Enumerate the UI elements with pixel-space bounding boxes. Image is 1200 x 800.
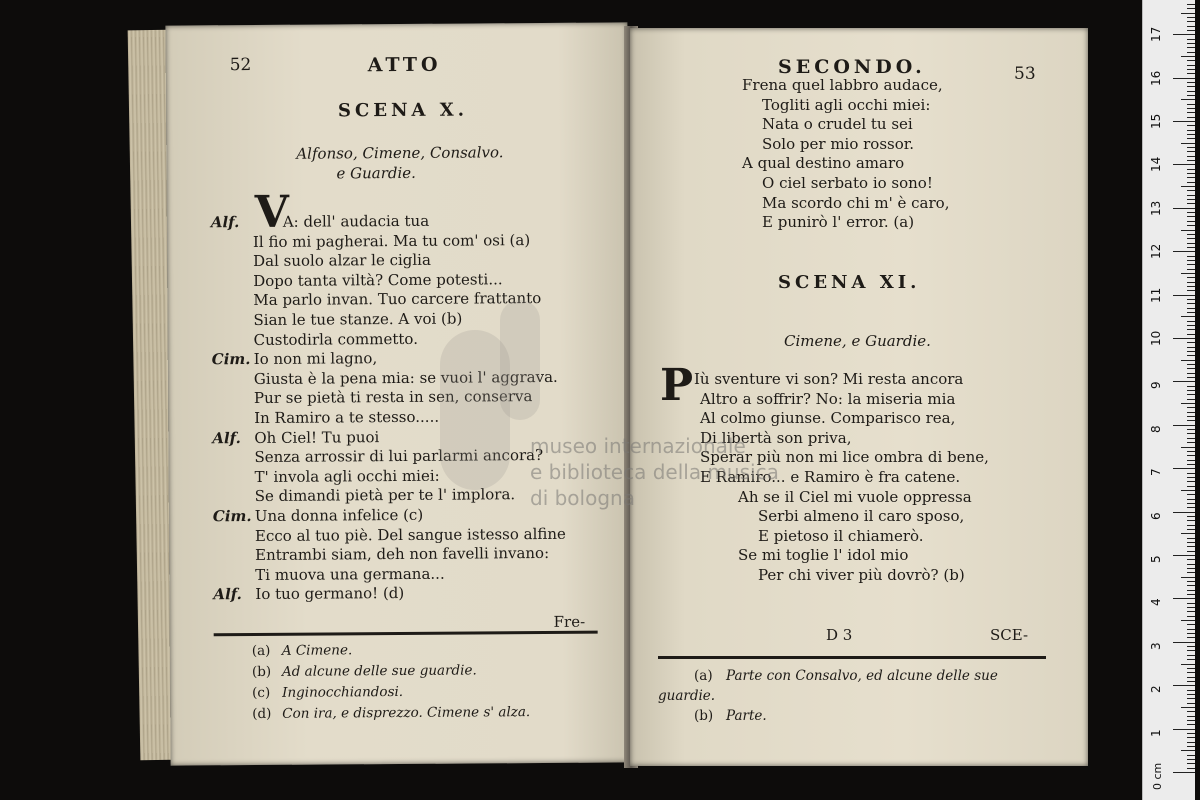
- verse-line: Dopo tanta viltà? Come potesti...: [253, 270, 503, 290]
- ruler-tick: [1187, 672, 1195, 673]
- speaker-label: Cim.: [212, 507, 252, 526]
- verse-line: Ah se il Ciel mi vuole oppressa: [738, 487, 972, 506]
- ruler-tick: [1187, 312, 1195, 313]
- dropcap-v: V: [254, 186, 290, 239]
- ruler-tick: [1187, 763, 1195, 764]
- verse-line: Iù sventure vi son? Mi resta ancora: [694, 370, 964, 388]
- aria-line: E punirò l' error. (a): [762, 213, 915, 232]
- ruler-tick: [1173, 121, 1195, 122]
- ruler-tick: [1187, 581, 1195, 582]
- verse-line: Altro a soffrir? No: la miseria mia: [700, 389, 956, 408]
- ruler-tick: [1187, 594, 1195, 595]
- ruler-tick: [1187, 716, 1195, 717]
- verse-line: Per chi viver più dovrò? (b): [758, 566, 965, 584]
- ruler-tick: [1187, 286, 1195, 287]
- footnote-text: guardie.: [658, 688, 716, 704]
- ruler-tick: [1187, 733, 1195, 734]
- measurement-ruler: [1142, 0, 1195, 800]
- verse-line: Pur se pietà ti resta in sen, conserva: [253, 387, 533, 408]
- aria-line: A qual destino amaro: [742, 154, 905, 173]
- ruler-tick: [1187, 17, 1195, 18]
- speaker-label: Alf.: [213, 585, 242, 604]
- ruler-tick: [1187, 585, 1195, 586]
- ruler-tick: [1187, 108, 1195, 109]
- ruler-tick: [1187, 125, 1195, 126]
- ruler-tick: [1173, 251, 1195, 252]
- verse-line: Se mi toglie l' idol mio: [738, 546, 909, 565]
- ruler-tick: [1173, 338, 1195, 339]
- ruler-tick: [1187, 4, 1195, 5]
- ruler-tick: [1187, 451, 1195, 452]
- ruler-tick: [1187, 473, 1195, 474]
- ruler-tick: [1187, 460, 1195, 461]
- ruler-tick: [1173, 642, 1195, 643]
- ruler-tick: [1187, 52, 1195, 53]
- ruler-tick: [1181, 186, 1195, 187]
- ruler-tick: [1173, 772, 1195, 773]
- ruler-tick: [1187, 325, 1195, 326]
- ruler-tick: [1187, 151, 1195, 152]
- ruler-tick: [1187, 173, 1195, 174]
- ruler-tick: [1187, 681, 1195, 682]
- ruler-tick: [1187, 637, 1195, 638]
- ruler-tick: [1187, 742, 1195, 743]
- ruler-tick: [1187, 633, 1195, 634]
- verse-line: Una donna infelice (c): [254, 505, 424, 526]
- ruler-tick: [1187, 190, 1195, 191]
- characters-xi: Cimene, e Guardie.: [784, 332, 931, 350]
- ruler-tick: [1187, 60, 1195, 61]
- characters-line-1: Alfonso, Cimene, Consalvo.: [296, 143, 504, 163]
- ruler-tick: [1187, 703, 1195, 704]
- ruler-tick: [1187, 486, 1195, 487]
- aria-line: Nata o crudel tu sei: [762, 115, 913, 134]
- ruler-tick: [1187, 277, 1195, 278]
- verse-line: Io non mi lagno,: [253, 349, 378, 369]
- ruler-tick: [1187, 416, 1195, 417]
- ruler-tick: [1187, 499, 1195, 500]
- verse-line: Di libertà son priva,: [700, 428, 852, 447]
- ruler-tick: [1181, 447, 1195, 448]
- ruler-tick: [1173, 425, 1195, 426]
- ruler-tick: [1187, 147, 1195, 148]
- ruler-tick: [1187, 724, 1195, 725]
- footnote-text: Parte con Consalvo, ed alcune delle sue: [726, 668, 998, 684]
- scene-title-xi: SCENA XI.: [778, 272, 921, 293]
- speaker-label: Alf.: [210, 213, 240, 232]
- ruler-tick: [1187, 351, 1195, 352]
- ruler-tick: [1187, 195, 1195, 196]
- ruler-tick: [1187, 629, 1195, 630]
- verse-line: A: dell' audacia tua: [282, 211, 430, 231]
- ruler-tick: [1187, 616, 1195, 617]
- ruler-tick: [1187, 342, 1195, 343]
- ruler-tick: [1181, 230, 1195, 231]
- ruler-tick: [1187, 737, 1195, 738]
- ruler-tick: [1187, 82, 1195, 83]
- ruler-tick: [1187, 677, 1195, 678]
- ruler-tick: [1187, 373, 1195, 374]
- ruler-tick: [1173, 78, 1195, 79]
- right-page: [630, 28, 1088, 766]
- ruler-tick: [1187, 624, 1195, 625]
- ruler-tick: [1187, 386, 1195, 387]
- verse-line: Il fio mi pagherai. Ma tu com' osi (a): [252, 230, 531, 251]
- ruler-tick: [1173, 295, 1195, 296]
- ruler-tick: [1187, 559, 1195, 560]
- ruler-number: 2: [1149, 685, 1163, 694]
- ruler-number: 12: [1149, 243, 1163, 260]
- scene-title-x: SCENA X.: [337, 99, 469, 122]
- ruler-tick: [1187, 160, 1195, 161]
- verse-line: E pietoso il chiamerò.: [758, 526, 924, 545]
- verse-line: Ti muova una germana...: [255, 564, 445, 584]
- ruler-tick: [1187, 39, 1195, 40]
- watermark-line-2: e biblioteca della musica: [530, 460, 779, 484]
- ruler-tick: [1187, 412, 1195, 413]
- ruler-tick: [1187, 91, 1195, 92]
- ruler-tick: [1173, 208, 1195, 209]
- ruler-tick: [1187, 269, 1195, 270]
- footnote-mark: (b): [694, 708, 714, 724]
- ruler-number: 7: [1149, 468, 1163, 477]
- ruler-tick: [1173, 729, 1195, 730]
- ruler-tick: [1187, 199, 1195, 200]
- ruler-tick: [1187, 43, 1195, 44]
- ruler-tick: [1187, 455, 1195, 456]
- running-head-right: SECONDO.: [778, 56, 926, 78]
- ruler-tick: [1187, 156, 1195, 157]
- ruler-tick: [1187, 264, 1195, 265]
- ruler-number: 3: [1149, 642, 1163, 650]
- catchword-left: Fre-: [553, 612, 586, 631]
- verse-line: Giusta è la pena mia: se vuoi l' aggrava.: [253, 367, 558, 388]
- ruler-tick: [1187, 464, 1195, 465]
- ruler-tick: [1187, 238, 1195, 239]
- footnote-mark: (c): [252, 684, 271, 702]
- ruler-tick: [1187, 134, 1195, 135]
- ruler-number: 17: [1149, 26, 1163, 43]
- catchword-right: SCE-: [990, 626, 1029, 644]
- ruler-tick: [1187, 21, 1195, 22]
- ruler-number: 13: [1149, 200, 1163, 216]
- verse-line: Serbi almeno il caro sposo,: [758, 507, 965, 526]
- page-number-left: 52: [229, 55, 252, 76]
- ruler-tick: [1187, 377, 1195, 378]
- ruler-tick: [1187, 234, 1195, 235]
- ruler-tick: [1187, 308, 1195, 309]
- ruler-number: 9: [1149, 381, 1163, 390]
- verse-line: Se dimandi pietà per te l' implora.: [254, 485, 516, 506]
- verse-line: Entrambi siam, deh non favelli invano:: [255, 544, 550, 565]
- ruler-tick: [1187, 529, 1195, 530]
- ruler-tick: [1187, 390, 1195, 391]
- ruler-tick: [1181, 620, 1195, 621]
- footnote-text: Inginocchiandosi.: [282, 683, 404, 701]
- ruler-tick: [1187, 368, 1195, 369]
- ruler-tick: [1187, 69, 1195, 70]
- ruler-tick: [1187, 525, 1195, 526]
- footnote-text: A Cimene.: [281, 642, 353, 659]
- footnote-rule-right: [658, 656, 1046, 659]
- ruler-tick: [1173, 164, 1195, 165]
- ruler-tick: [1187, 138, 1195, 139]
- ruler-tick: [1187, 221, 1195, 222]
- verse-line: Io tuo germano! (d): [255, 584, 405, 604]
- ruler-tick: [1187, 282, 1195, 283]
- running-head-left: ATTO: [367, 53, 442, 77]
- ruler-tick: [1187, 30, 1195, 31]
- ruler-tick: [1187, 112, 1195, 113]
- ruler-tick: [1187, 694, 1195, 695]
- aria-line: Ma scordo chi m' è caro,: [762, 193, 950, 212]
- ruler-tick: [1173, 555, 1195, 556]
- ruler-tick: [1187, 646, 1195, 647]
- ruler-tick: [1187, 260, 1195, 261]
- footnote-rule-left: [214, 631, 598, 637]
- ruler-number: 14: [1149, 157, 1163, 173]
- aria-line: Solo per mio rossor.: [762, 134, 915, 153]
- verse-line: Ma parlo invan. Tuo carcere frattanto: [253, 289, 542, 310]
- ruler-tick: [1187, 95, 1195, 96]
- ruler-tick: [1187, 169, 1195, 170]
- ruler-tick: [1173, 685, 1195, 686]
- ruler-tick: [1187, 668, 1195, 669]
- footnote-mark: (a): [251, 642, 271, 660]
- ruler-tick: [1181, 360, 1195, 361]
- ruler-tick: [1187, 551, 1195, 552]
- ruler-tick: [1187, 299, 1195, 300]
- ruler-number: 1: [1149, 728, 1163, 737]
- ruler-tick: [1187, 568, 1195, 569]
- ruler-tick: [1181, 403, 1195, 404]
- ruler-tick: [1187, 130, 1195, 131]
- ruler-tick: [1187, 347, 1195, 348]
- dropcap-p: P: [660, 360, 694, 411]
- ruler-number: 16: [1149, 70, 1163, 86]
- ruler-tick: [1187, 590, 1195, 591]
- ruler-tick: [1181, 664, 1195, 665]
- ruler-tick: [1187, 247, 1195, 248]
- footnote-text: Parte.: [726, 708, 767, 724]
- ruler-tick: [1181, 707, 1195, 708]
- ruler-number: 10: [1149, 330, 1163, 346]
- footnote-mark: (a): [694, 668, 713, 684]
- ruler-tick: [1173, 468, 1195, 469]
- ruler-tick: [1187, 364, 1195, 365]
- ruler-tick: [1187, 8, 1195, 9]
- ruler-tick: [1187, 117, 1195, 118]
- ruler-tick: [1187, 177, 1195, 178]
- footnote-mark: (d): [252, 705, 272, 723]
- ruler-tick: [1187, 481, 1195, 482]
- ruler-tick: [1187, 216, 1195, 217]
- ruler-tick: [1187, 611, 1195, 612]
- ruler-tick: [1187, 507, 1195, 508]
- ruler-number: 6: [1149, 511, 1163, 520]
- ruler-tick: [1187, 477, 1195, 478]
- ruler-tick: [1187, 503, 1195, 504]
- ruler-tick: [1187, 659, 1195, 660]
- ruler-tick: [1187, 538, 1195, 539]
- ruler-tick: [1187, 433, 1195, 434]
- footnote-text: Ad alcune delle sue guardie.: [281, 662, 477, 680]
- verse-line: T' invola agli occhi miei:: [254, 466, 440, 486]
- aria-line: O ciel serbato io sono!: [762, 174, 933, 192]
- ruler-tick: [1187, 73, 1195, 74]
- ruler-tick: [1187, 86, 1195, 87]
- ruler-number: 15: [1149, 113, 1163, 129]
- ruler-tick: [1181, 13, 1195, 14]
- ruler-tick: [1187, 759, 1195, 760]
- ruler-tick: [1187, 711, 1195, 712]
- ruler-number: 4: [1149, 598, 1163, 607]
- ruler-tick: [1181, 490, 1195, 491]
- ruler-tick: [1187, 182, 1195, 183]
- ruler-number: 8: [1149, 425, 1163, 433]
- verse-line: In Ramiro a te stesso.....: [254, 407, 440, 428]
- watermark-line-1: museo internazionale: [530, 434, 746, 458]
- characters-line-2: e Guardie.: [336, 163, 416, 183]
- ruler-tick: [1187, 65, 1195, 66]
- ruler-tick: [1181, 533, 1195, 534]
- ruler-tick: [1187, 442, 1195, 443]
- ruler-tick: [1187, 429, 1195, 430]
- page-number-right: 53: [1014, 64, 1036, 84]
- ruler-tick: [1187, 212, 1195, 213]
- ruler-tick: [1181, 99, 1195, 100]
- ruler-tick: [1187, 542, 1195, 543]
- ruler-tick: [1187, 520, 1195, 521]
- ruler-tick: [1187, 355, 1195, 356]
- ruler-tick: [1187, 203, 1195, 204]
- ruler-tick: [1187, 420, 1195, 421]
- ruler-tick: [1187, 303, 1195, 304]
- verse-line: Senza arrossir di lui parlarmi ancora?: [254, 446, 544, 467]
- ruler-tick: [1181, 56, 1195, 57]
- ruler-tick: [1173, 381, 1195, 382]
- ruler-tick: [1187, 104, 1195, 105]
- aria-line: Togliti agli occhi miei:: [762, 95, 931, 114]
- ruler-tick: [1187, 564, 1195, 565]
- verse-line: Al colmo giunse. Comparisco rea,: [700, 409, 956, 428]
- ruler-tick: [1181, 750, 1195, 751]
- ruler-tick: [1187, 243, 1195, 244]
- ruler-tick: [1187, 655, 1195, 656]
- ruler-tick: [1187, 607, 1195, 608]
- verse-line: Custodirla commetto.: [253, 329, 419, 349]
- left-page: [165, 22, 632, 765]
- ruler-tick: [1181, 577, 1195, 578]
- ruler-tick: [1187, 698, 1195, 699]
- ruler-tick: [1187, 572, 1195, 573]
- ruler-tick: [1187, 225, 1195, 226]
- verse-line: E Ramiro... e Ramiro è fra catene.: [700, 468, 961, 486]
- ruler-tick: [1187, 768, 1195, 769]
- ruler-tick: [1187, 603, 1195, 604]
- watermark-line-3: di bologna: [530, 486, 635, 510]
- ruler-tick: [1181, 143, 1195, 144]
- ruler-tick: [1187, 546, 1195, 547]
- ruler-tick: [1187, 329, 1195, 330]
- ruler-tick: [1187, 755, 1195, 756]
- ruler-tick: [1173, 34, 1195, 35]
- ruler-tick: [1187, 290, 1195, 291]
- verse-line: Dal suolo alzar le ciglia: [253, 250, 431, 271]
- speaker-label: Alf.: [212, 428, 241, 447]
- ruler-unit-label: 0 cm: [1151, 762, 1164, 790]
- ruler-tick: [1187, 334, 1195, 335]
- ruler-tick: [1187, 399, 1195, 400]
- signature-mark: D 3: [826, 626, 853, 644]
- ruler-tick: [1181, 316, 1195, 317]
- ruler-tick: [1187, 321, 1195, 322]
- ruler-tick: [1187, 407, 1195, 408]
- ruler-number: 5: [1149, 555, 1163, 563]
- footnote-mark: (b): [251, 663, 272, 681]
- ruler-number: 11: [1149, 287, 1163, 303]
- ruler-tick: [1187, 26, 1195, 27]
- speaker-label: Cim.: [211, 350, 251, 369]
- ruler-tick: [1187, 690, 1195, 691]
- verse-line: Ecco al tuo piè. Del sangue istesso alfine: [254, 524, 566, 545]
- ruler-tick: [1187, 256, 1195, 257]
- ruler-tick: [1187, 516, 1195, 517]
- ruler-tick: [1173, 512, 1195, 513]
- ruler-tick: [1187, 394, 1195, 395]
- ruler-tick: [1187, 47, 1195, 48]
- ruler-tick: [1181, 273, 1195, 274]
- ruler-tick: [1187, 720, 1195, 721]
- ruler-tick: [1187, 438, 1195, 439]
- ruler-tick: [1187, 494, 1195, 495]
- ruler-tick: [1173, 598, 1195, 599]
- ruler-tick: [1187, 746, 1195, 747]
- footnote-text: Con ira, e disprezzo. Cimene s' alza.: [282, 704, 531, 722]
- verse-line: Sian le tue stanze. A voi (b): [253, 309, 463, 330]
- aria-line: Frena quel labbro audace,: [742, 76, 943, 94]
- ruler-tick: [1187, 650, 1195, 651]
- verse-line: Oh Ciel! Tu puoi: [254, 427, 380, 447]
- verse-line: Sperar più non mi lice ombra di bene,: [700, 448, 989, 467]
